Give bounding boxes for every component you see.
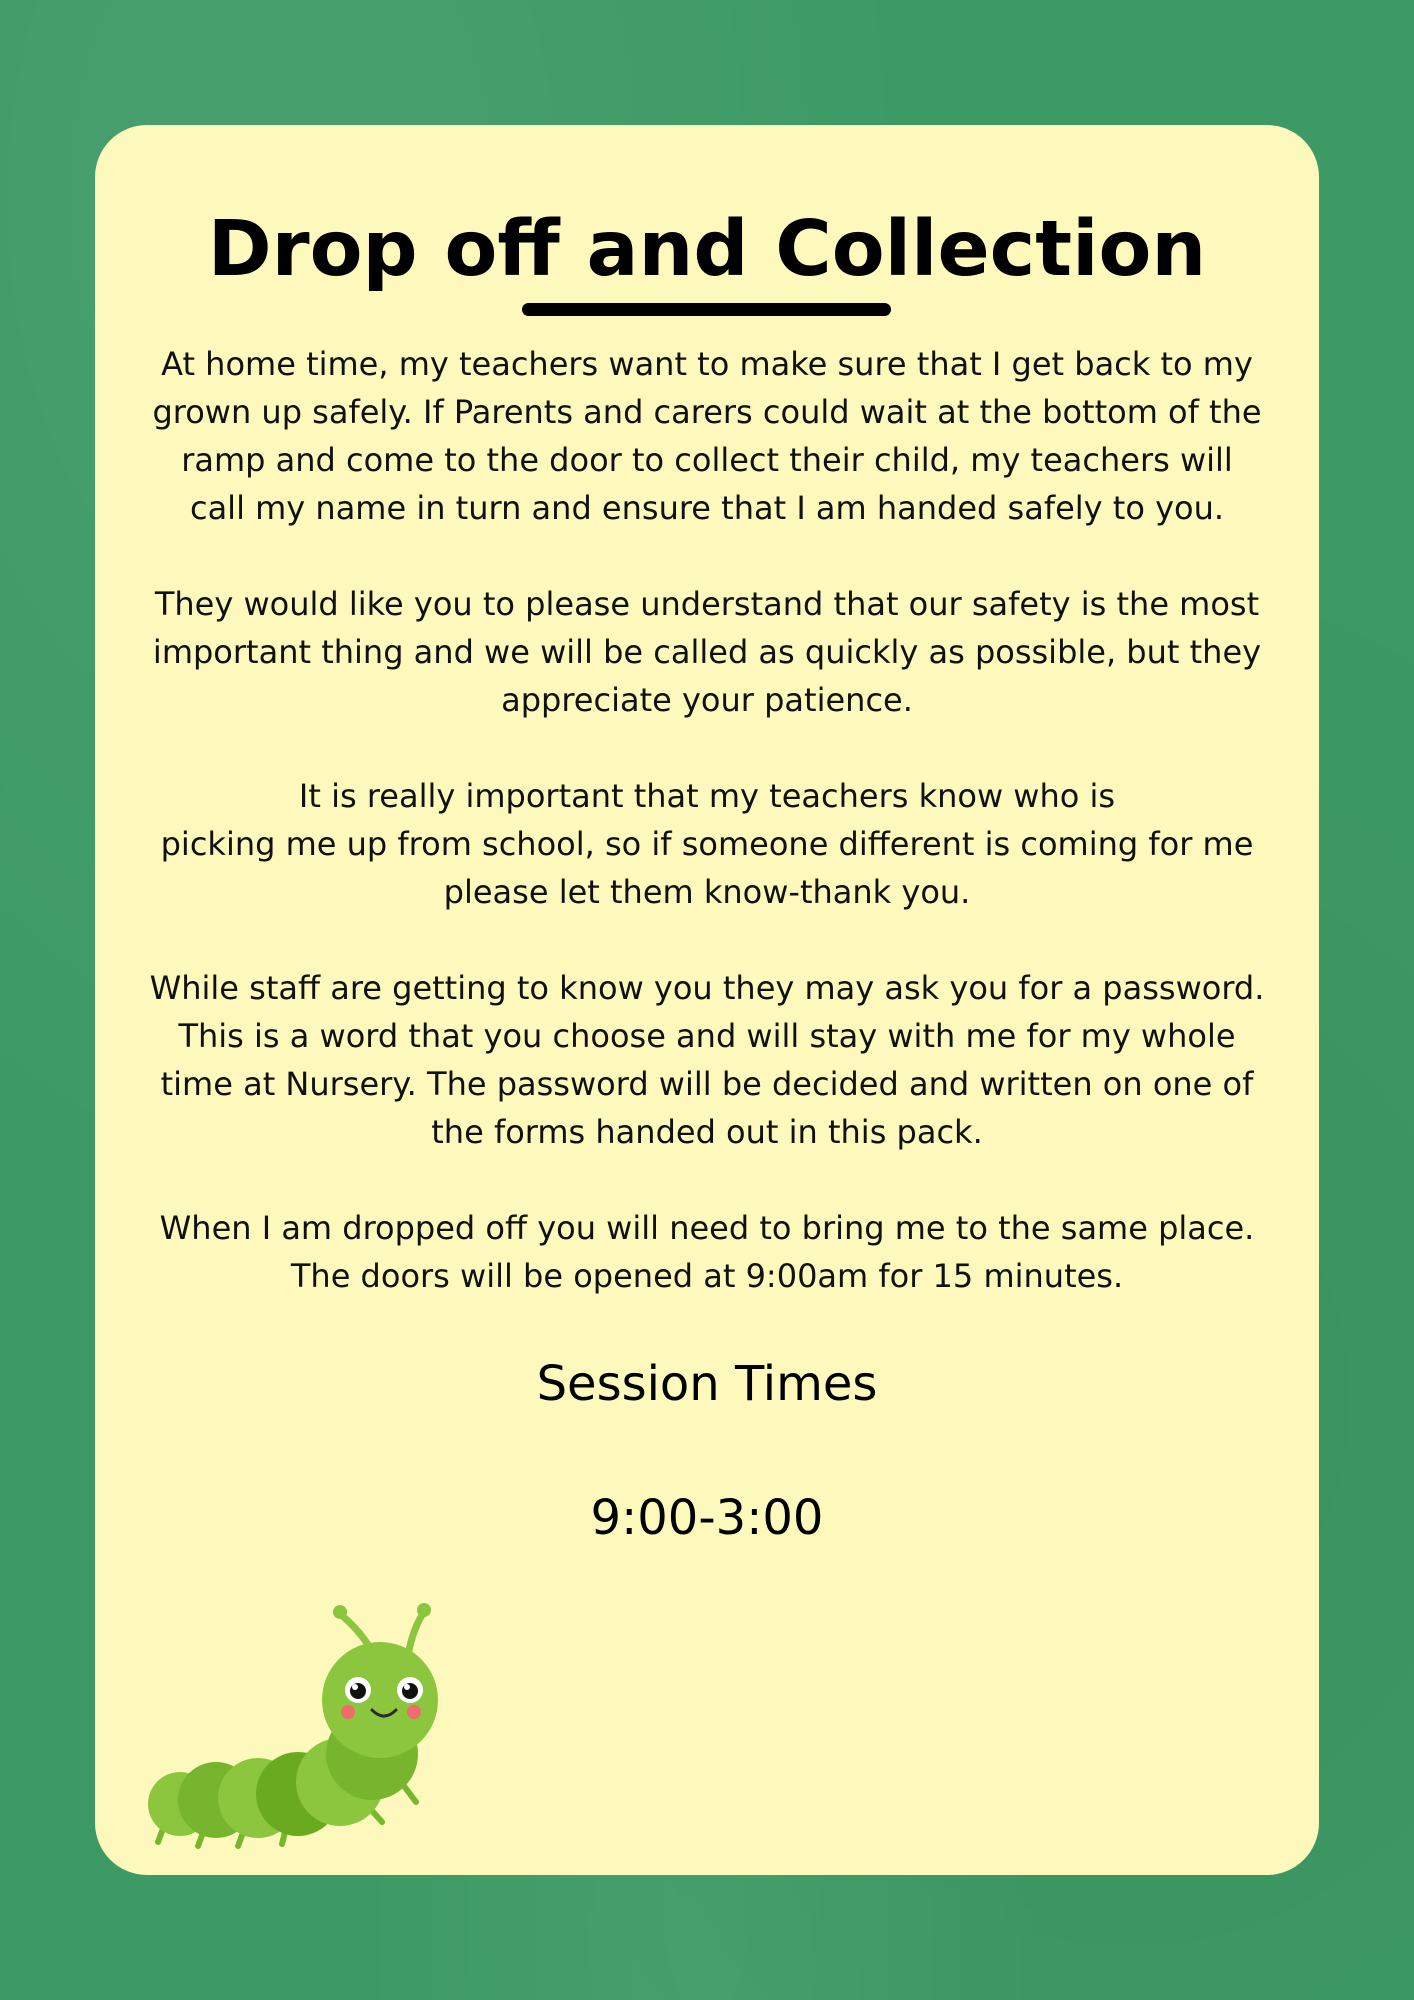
caterpillar-icon — [136, 1590, 456, 1860]
paragraph-drop-off: When I am dropped off you will need to bring me to the same place. The doors will be opened at 9:00am for 15 minutes. — [159, 1209, 1255, 1295]
paragraph-safety: They would like you to please understand that our safety is the most important thing and we will be called as quickly as possible, but they appreciate your patience. — [152, 585, 1262, 719]
paragraph-pickup: It is really important that my teachers know who is picking me up from school, so if someone different is coming for me please let them know-thank you. — [160, 777, 1254, 911]
paragraph-home-time: At home time, my teachers want to make sure that I get back to my grown up safely. If Parents and carers could wait at the bottom of the ramp and come to the door to collect their child, my teachers will call my name in turn and ensure that I am handed safely to you. — [152, 345, 1262, 527]
caterpillar-head — [322, 1642, 438, 1758]
session-times-heading: Session Times — [536, 1356, 878, 1412]
paragraph-password: While staff are getting to know you they may ask you for a password. This is a word that you choose and will stay with me for my whole time at Nursery. The password will be decided and written on one of the forms handed out in this pack. — [149, 969, 1265, 1151]
title-underline — [522, 303, 891, 316]
session-time-value: 9:00-3:00 — [590, 1490, 824, 1546]
page-title: Drop off and Collection — [207, 205, 1207, 294]
body-text — [100, 340, 1314, 1348]
